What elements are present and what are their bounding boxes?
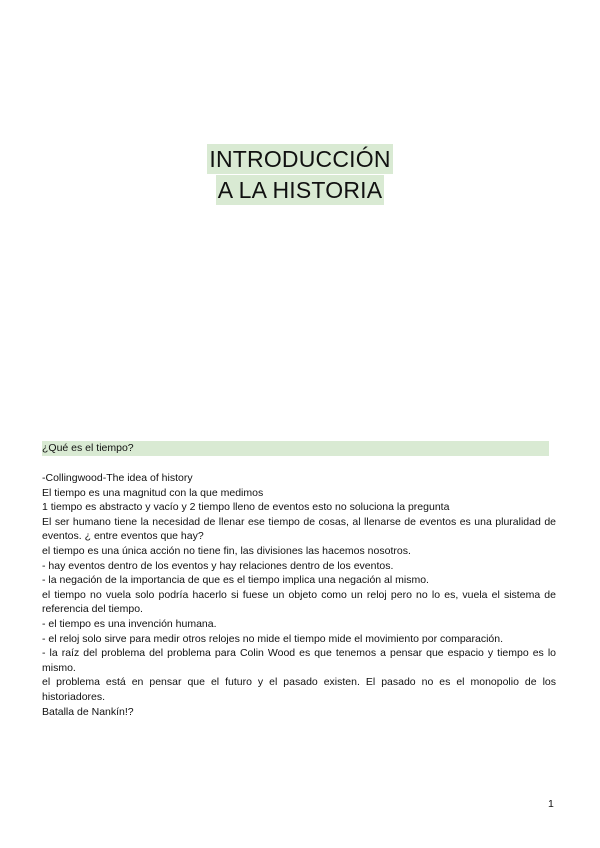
paragraph: El tiempo es una magnitud con la que medimos bbox=[42, 486, 264, 499]
paragraph: - la negación de la importancia de que es el tiempo implica una negación al mismo. bbox=[42, 574, 429, 587]
paragraph: - el tiempo es una invención humana. bbox=[42, 617, 217, 630]
paragraph: -Collingwood-The idea of history bbox=[42, 472, 193, 484]
page-number: 1 bbox=[548, 798, 554, 810]
paragraph: - el reloj solo sirve para medir otros relojes no mide el tiempo mide el movimiento por comparación. bbox=[42, 632, 504, 645]
paragraph: el tiempo no vuela solo podría hacerlo si fuese un objeto como un reloj pero no lo es, vuela el sistema de referencia del tiempo. bbox=[42, 588, 556, 616]
document-title bbox=[0, 144, 600, 206]
paragraph: 1 tiempo es abstracto y vacío y 2 tiempo lleno de eventos esto no soluciona la pregunta bbox=[42, 501, 450, 514]
paragraph: - hay eventos dentro de los eventos y hay relaciones dentro de los eventos. bbox=[42, 559, 394, 572]
paragraph: el tiempo es una única acción no tiene fin, las divisiones las hacemos nosotros. bbox=[42, 544, 411, 557]
title-line-1: INTRODUCCIÓN bbox=[209, 146, 391, 172]
body-text bbox=[42, 471, 556, 719]
paragraph: El ser humano tiene la necesidad de llenar ese tiempo de cosas, al llenarse de eventos es una pluralidad de eventos. ¿ entre eventos que hay? bbox=[42, 515, 556, 543]
paragraph: Batalla de Nankín!? bbox=[42, 705, 134, 718]
title-line-2: A LA HISTORIA bbox=[217, 177, 383, 203]
paragraph: - la raíz del problema del problema para Colin Wood es que tenemos a pensar que espacio y tiempo es lo mismo. bbox=[42, 647, 556, 674]
paragraph: el problema está en pensar que el futuro y el pasado existen. El pasado no es el monopolio de los historiadores. bbox=[42, 676, 556, 703]
section-heading: ¿Qué es el tiempo? bbox=[42, 441, 549, 456]
